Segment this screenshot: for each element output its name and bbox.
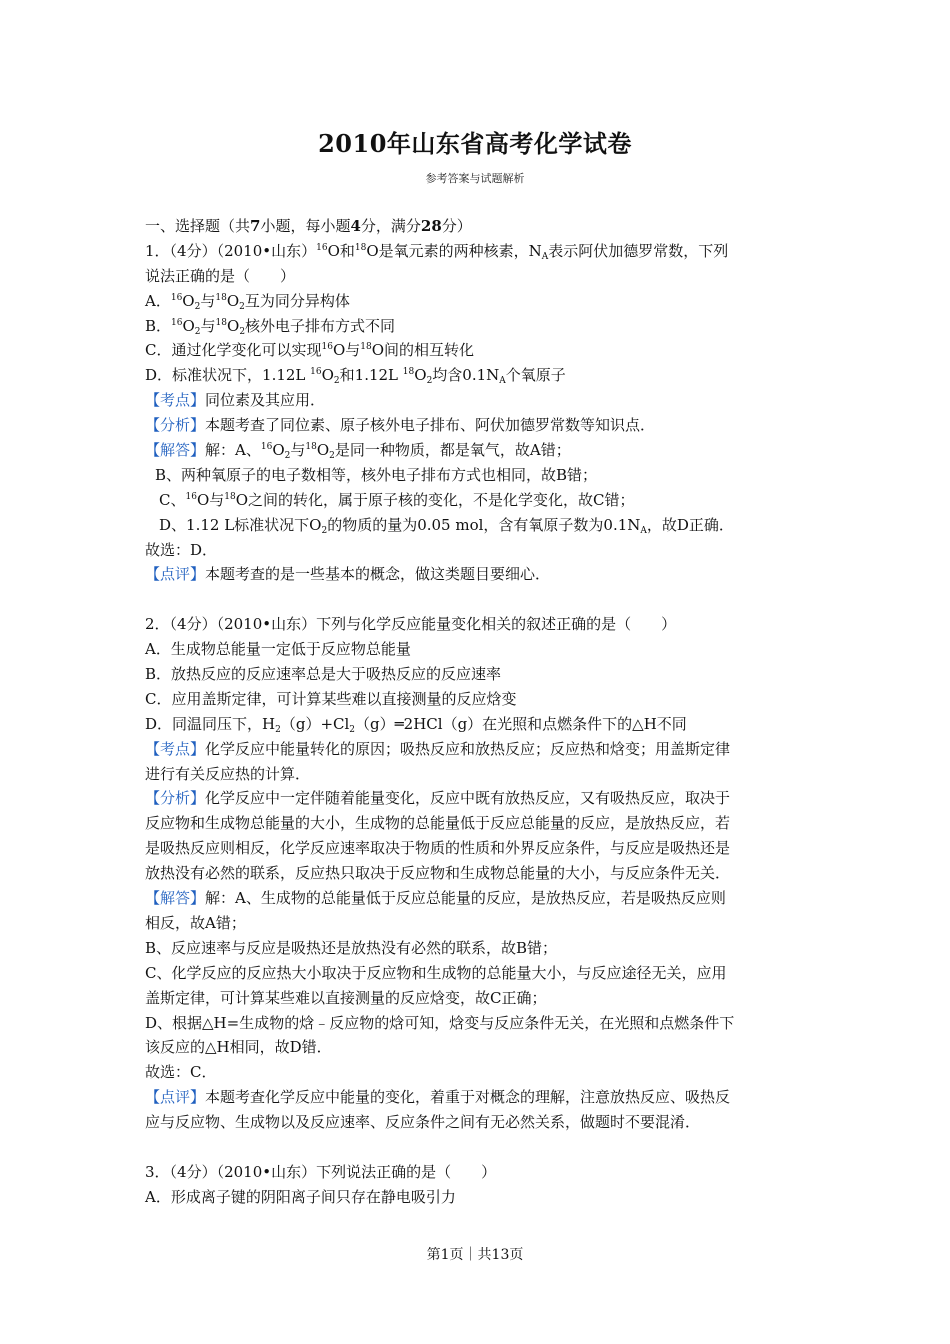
q1-fenxi xyxy=(145,413,805,438)
q1-jd3-b: O与 xyxy=(196,490,225,509)
spacer xyxy=(145,1135,805,1160)
footer-a: 第 xyxy=(426,1247,441,1263)
q1-jd4-a: D、1.12 L标准状况下O xyxy=(159,515,322,534)
q1-optd-d: O xyxy=(414,366,427,385)
sub-2: 2 xyxy=(321,525,328,536)
sup-16: 16 xyxy=(171,317,183,328)
section-suffix: 分） xyxy=(441,217,472,235)
q1-optc-c: O间的相互转化 xyxy=(371,341,475,360)
q1-optb-d: O xyxy=(227,316,240,335)
footer-b: 页｜共 xyxy=(449,1247,492,1263)
page-footer xyxy=(0,1244,950,1264)
q1-opta-b: O xyxy=(182,291,195,310)
q1-jieda-4 xyxy=(145,513,805,538)
q1-head-c: O是氧元素的两种核素，N xyxy=(366,241,542,260)
q1-jd-b: O xyxy=(272,441,285,460)
footer-page-number: 1 xyxy=(440,1247,450,1263)
kaodian-tag: 【考点】 xyxy=(145,391,206,410)
section-header xyxy=(145,214,805,239)
q2-optd-a: D．同温同压下，H xyxy=(145,714,276,733)
sup-16: 16 xyxy=(170,292,183,303)
kaodian-tag: 【考点】 xyxy=(145,739,206,758)
q2-optd-b: （g）+Cl xyxy=(280,714,350,733)
sub-2: 2 xyxy=(329,451,335,462)
q2-dianping-2: 应与反应物、生成物以及反应速率、反应条件之间有无必然关系，做题时不要混淆． xyxy=(145,1113,701,1132)
sub-a: A xyxy=(640,525,647,536)
q1-opta-e: 互为同分异构体 xyxy=(244,291,350,310)
section-mid2: 分，满分 xyxy=(360,217,421,235)
q1-dp-text: 本题考查的是一些基本的概念，做这类题目要细心． xyxy=(205,565,551,584)
q2-jieda-2: 相反，故A错； xyxy=(145,913,246,932)
q2-answer: 故选：C． xyxy=(145,1063,217,1082)
q2-jieda-6: D、根据△H=生成物的焓﹣反应物的焓可知，焓变与反应条件无关，在光照和点燃条件下 xyxy=(145,1013,735,1032)
q2-dp1: 本题考查化学反应中能量的变化，着重于对概念的理解，注意放热反应、吸热反 xyxy=(205,1088,731,1107)
q1-jd-a: 解：A、 xyxy=(205,441,261,460)
question-1-stem-cont: 说法正确的是（ ） xyxy=(145,266,296,285)
sub-2: 2 xyxy=(284,451,291,462)
sub-2: 2 xyxy=(275,724,281,735)
q1-optd-a: D．标准状况下，1.12L xyxy=(145,366,311,385)
page-title: 2010年山东省高考化学试卷 xyxy=(318,129,632,158)
q1-optb-a: B． xyxy=(145,316,172,335)
jieda-tag: 【解答】 xyxy=(145,441,206,460)
sup-16: 16 xyxy=(260,442,273,453)
q1-optb-b: O xyxy=(182,316,195,335)
sup-18: 18 xyxy=(224,491,236,502)
q2-jieda-1 xyxy=(145,886,805,911)
q1-optd-b: O xyxy=(321,366,334,385)
q2-jd1: 解：A、生成物的总能量低于反应总能量的反应，是放热反应，若是吸热反应则 xyxy=(205,889,726,908)
question-1-stem xyxy=(145,239,805,264)
q1-fx-text: 本题考查了同位素、原子核外电子排布、阿伏加德罗常数等知识点． xyxy=(205,416,656,435)
q1-head-a: 1．（4分）（2010•山东） xyxy=(145,241,317,260)
q1-optc-b: O与 xyxy=(332,341,361,360)
sub-2: 2 xyxy=(239,301,245,312)
sup-18: 18 xyxy=(402,367,415,378)
q2-dianping-1 xyxy=(145,1085,805,1110)
q1-head-b: O和 xyxy=(327,241,355,260)
footer-total-pages: 13 xyxy=(491,1247,510,1263)
q1-opta-c: 与 xyxy=(200,291,216,310)
sup-18: 18 xyxy=(305,442,317,453)
section-total: 28 xyxy=(420,217,442,235)
sub-a: A xyxy=(541,251,549,262)
q1-dianping xyxy=(145,562,805,587)
sub-2: 2 xyxy=(426,376,433,387)
q2-option-a: A．生成物总能量一定低于反应物总能量 xyxy=(145,640,411,659)
sup-18: 18 xyxy=(360,342,372,353)
q2-option-d xyxy=(145,712,805,737)
q1-kaodian xyxy=(145,388,805,413)
fenxi-tag: 【分析】 xyxy=(145,789,206,808)
q1-optd-c: 和1.12L xyxy=(339,366,403,385)
sup-16: 16 xyxy=(316,242,328,253)
dianping-tag: 【点评】 xyxy=(145,1088,206,1107)
q1-jd3-c: O之间的转化，属于原子核的变化，不是化学变化，故C错； xyxy=(235,490,635,509)
section-prefix: 一、选择题（共 xyxy=(145,217,251,235)
q2-option-c: C．应用盖斯定律，可计算某些难以直接测量的反应焓变 xyxy=(145,689,517,708)
q2-fenxi-3: 是吸热反应则相反，化学反应速率取决于物质的性质和外界反应条件，与反应是吸热还是 xyxy=(145,839,731,858)
jieda-tag: 【解答】 xyxy=(145,889,206,908)
q1-jieda-3 xyxy=(145,488,805,513)
q1-kd-text: 同位素及其应用． xyxy=(205,391,326,410)
page-subtitle: 参考答案与试题解析 xyxy=(425,172,525,185)
q1-jd4-c: ，故D正确． xyxy=(646,515,734,534)
q1-jieda-2: B、两种氧原子的电子数相等，核外电子排布方式也相同，故B错； xyxy=(155,465,598,484)
q1-jd-c: 与 xyxy=(290,441,306,460)
sup-16: 16 xyxy=(185,491,197,502)
footer-c: 页 xyxy=(509,1247,524,1263)
sub-a: A xyxy=(499,376,506,387)
spacer xyxy=(145,587,805,612)
q1-option-c xyxy=(145,338,805,363)
sub-2: 2 xyxy=(333,376,340,387)
q2-jieda-7: 该反应的△H相同，故D错． xyxy=(145,1038,332,1057)
q1-jd-d: O xyxy=(316,441,330,460)
sup-18: 18 xyxy=(215,317,227,328)
q2-jieda-3: B、反应速率与反应是吸热还是放热没有必然的联系，故B错； xyxy=(145,938,558,957)
q1-jd4-b: 的物质的量为0.05 mol，含有氧原子数为0.1N xyxy=(327,515,641,534)
document-body xyxy=(145,214,805,1210)
q2-kd1: 化学反应中能量转化的原因；吸热反应和放热反应；反应热和焓变；用盖斯定律 xyxy=(205,739,731,758)
q1-opta-a: A． xyxy=(145,291,171,310)
sup-16: 16 xyxy=(310,367,322,378)
q1-answer: 故选：D． xyxy=(145,540,218,559)
section-mid1: 小题，每小题 xyxy=(260,217,351,235)
q1-optb-e: 核外电子排布方式不同 xyxy=(245,316,396,335)
q1-jd3-a: C、 xyxy=(159,490,186,509)
q2-jieda-4: C、化学反应的反应热大小取决于反应物和生成物的总能量大小，与反应途径无关，应用 xyxy=(145,963,727,982)
q1-option-a xyxy=(145,289,805,314)
question-2-stem: 2．（4分）（2010•山东）下列与化学反应能量变化相关的叙述正确的是（ ） xyxy=(145,615,677,634)
q2-jieda-5: 盖斯定律，可计算某些难以直接测量的反应焓变，故C正确； xyxy=(145,988,547,1007)
q1-opta-d: O xyxy=(226,291,240,310)
fenxi-tag: 【分析】 xyxy=(145,416,206,435)
q2-fenxi-4: 放热没有必然的联系，反应热只取决于反应物和生成物总能量的大小，与反应条件无关． xyxy=(145,864,731,883)
sup-16: 16 xyxy=(321,342,333,353)
sub-2: 2 xyxy=(194,301,201,312)
sub-2: 2 xyxy=(239,326,246,337)
q1-jd-e: 是同一种物质，都是氧气，故A错； xyxy=(334,441,571,460)
q1-optb-c: 与 xyxy=(200,316,216,335)
section-count: 7 xyxy=(250,217,261,235)
q2-kaodian-1 xyxy=(145,737,805,762)
question-3-stem: 3．（4分）（2010•山东）下列说法正确的是（ ） xyxy=(145,1162,497,1181)
q1-head-d: 表示阿伏加德罗常数，下列 xyxy=(548,241,729,260)
sub-2: 2 xyxy=(349,724,356,735)
q2-kaodian-2: 进行有关反应热的计算． xyxy=(145,764,311,783)
q1-option-d xyxy=(145,363,805,388)
q1-optd-e: 均含0.1N xyxy=(432,366,500,385)
q2-option-b: B．放热反应的反应速率总是大于吸热反应的反应速率 xyxy=(145,665,502,684)
sub-2: 2 xyxy=(194,326,201,337)
q1-option-b xyxy=(145,314,805,339)
sup-18: 18 xyxy=(354,242,367,253)
q2-optd-c: （g）═2HCl（g）在光照和点燃条件下的△H不同 xyxy=(355,714,687,733)
q2-fx1: 化学反应中一定伴随着能量变化，反应中既有放热反应，又有吸热反应，取决于 xyxy=(205,789,731,808)
dianping-tag: 【点评】 xyxy=(145,565,206,584)
sup-18: 18 xyxy=(215,292,227,303)
q1-optc-a: C．通过化学变化可以实现 xyxy=(145,341,322,360)
q3-option-a: A．形成离子键的阴阳离子间只存在静电吸引力 xyxy=(145,1187,456,1206)
q1-optd-f: 个氧原子 xyxy=(505,366,566,385)
q2-fenxi-2: 反应物和生成物总能量的大小，生成物的总能量低于反应总能量的反应，是放热反应，若 xyxy=(145,814,731,833)
q1-jieda-1 xyxy=(145,438,805,463)
q2-fenxi-1 xyxy=(145,786,805,811)
section-score: 4 xyxy=(350,217,361,235)
